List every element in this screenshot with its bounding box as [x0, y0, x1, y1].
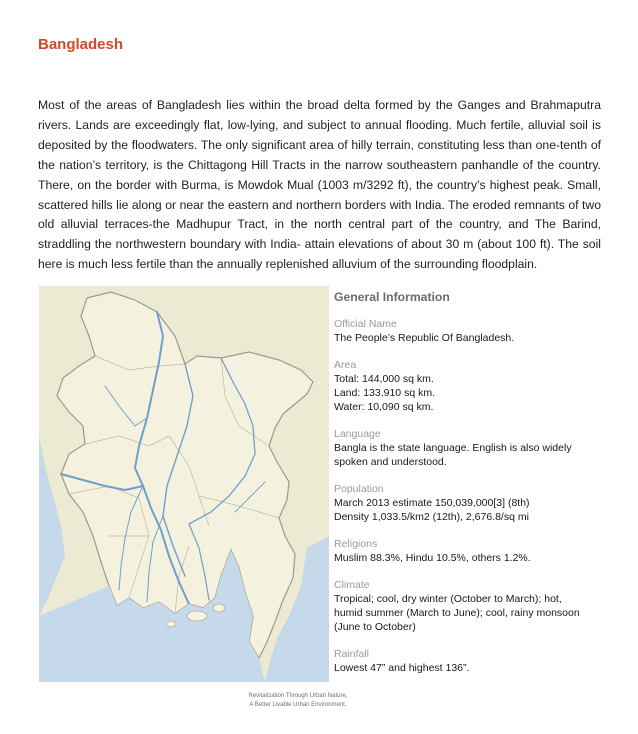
- section-value: Land: 133,910 sq km.: [334, 387, 435, 399]
- language-section: [334, 427, 604, 469]
- intro-paragraph: Most of the areas of Bangladesh lies within the broad delta formed by the Ganges and Brahmaputra rivers. Lands are exceedingly flat, low-lying, and subject to annual flooding. Much fertile, alluvial soil is deposited by the floodwaters. The only significant area of hilly terrain, constituting less than one-tenth of the nation’s territory, is the Chittagong Hill Tracts in the narrow southeastern panhandle of the country. There, on the border with Burma, is Mowdok Mual (1003 m/3292 ft), the country’s highest peak. Small, scattered hills lie along or near the eastern and northern borders with India. The eroded remnants of two old alluvial terraces-the Madhupur Tract, in the north central part of the country, and The Barind, straddling the northwestern boundary with India- attain elevations of about 30 m (about 100 ft). The soil here is much less fertile than the annually replenished alluvium of the surrounding floodplain.: [38, 98, 601, 272]
- section-label: Language: [334, 428, 381, 440]
- map-graphic: [39, 286, 329, 682]
- general-information-panel: [334, 290, 604, 688]
- section-label: Official Name: [334, 318, 397, 330]
- section-value: The People’s Republic Of Bangladesh.: [334, 332, 515, 344]
- climate-section: [334, 578, 604, 634]
- population-section: [334, 482, 604, 524]
- section-value: March 2013 estimate 150,039,000[3] (8th): [334, 497, 530, 509]
- section-value: Total: 144,000 sq km.: [334, 373, 434, 385]
- page-footer: [230, 692, 366, 709]
- section-label: Religions: [334, 538, 378, 550]
- section-label: Area: [334, 359, 357, 371]
- bangladesh-map: [39, 286, 329, 682]
- footer-line: A Better Livable Urban Environment.: [249, 701, 347, 708]
- section-label: Rainfall: [334, 648, 370, 660]
- footer-line: Revitalization Through Urban Nature,: [248, 693, 348, 699]
- section-value: humid summer (March to June); cool, rainy monsoon: [334, 607, 580, 619]
- religions-section: [334, 537, 604, 565]
- section-value: Density 1,033.5/km2 (12th), 2,676.8/sq mi: [334, 511, 529, 523]
- section-label: Climate: [334, 579, 370, 591]
- section-value: Bangla is the state language. English is also widely: [334, 442, 572, 454]
- section-value: Lowest 47” and highest 136”.: [334, 662, 470, 674]
- general-information-heading: General Information: [334, 290, 450, 304]
- section-value: Muslim 88.3%, Hindu 10.5%, others 1.2%.: [334, 552, 531, 564]
- section-label: Population: [334, 483, 384, 495]
- page-title: Bangladesh: [38, 36, 124, 53]
- official-name-section: [334, 317, 604, 345]
- section-value: spoken and understood.: [334, 456, 447, 468]
- section-value: Tropical; cool, dry winter (October to March); hot,: [334, 593, 562, 605]
- rainfall-section: [334, 647, 604, 675]
- section-value: Water: 10,090 sq km.: [334, 401, 434, 413]
- area-section: [334, 358, 604, 414]
- section-value: (June to October): [334, 621, 416, 633]
